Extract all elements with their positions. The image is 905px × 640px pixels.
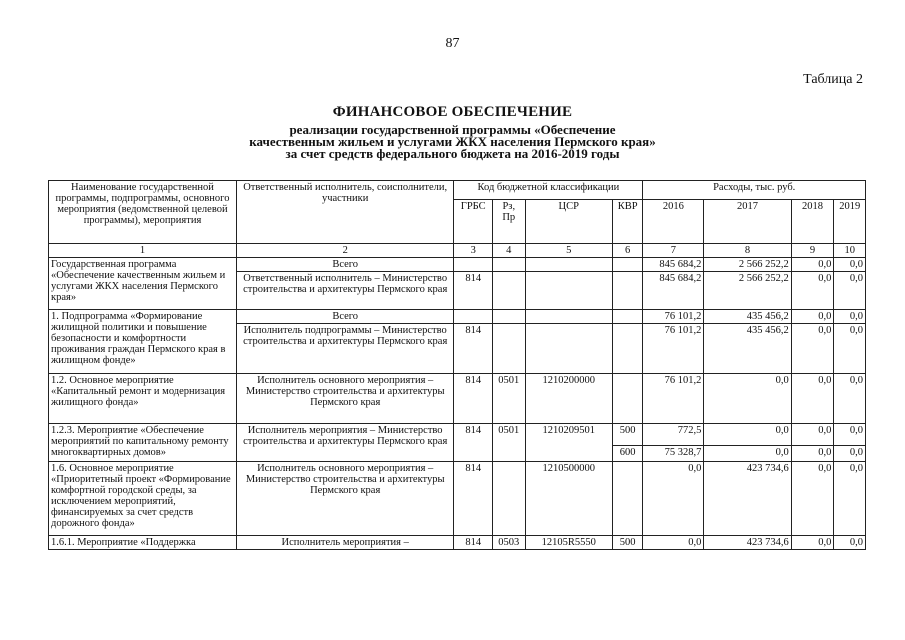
row-2016: 76 101,2 bbox=[643, 374, 704, 424]
row-2016: 76 101,2 bbox=[643, 310, 704, 324]
header-csr: ЦСР bbox=[525, 199, 612, 243]
row-csr: 1210209501 bbox=[525, 424, 612, 462]
row-grbs: 814 bbox=[454, 424, 493, 462]
row-kvr bbox=[612, 272, 642, 310]
table-row bbox=[49, 462, 866, 536]
table-row bbox=[49, 536, 866, 550]
row-rz: 0503 bbox=[493, 536, 526, 550]
header-2017: 2017 bbox=[704, 199, 791, 243]
row-2017: 435 456,2 bbox=[704, 324, 791, 374]
row-2018: 0,0 bbox=[791, 536, 834, 550]
row-2016: 0,0 bbox=[643, 536, 704, 550]
row-kvr: 500 bbox=[612, 424, 642, 446]
row-2019: 0,0 bbox=[834, 374, 866, 424]
row-kvr bbox=[612, 462, 642, 536]
row-2016: 76 101,2 bbox=[643, 324, 704, 374]
row-executor: Исполнитель подпрограммы – Министерство строительства и архитектуры Пермского края bbox=[236, 324, 453, 374]
row-kvr bbox=[612, 374, 642, 424]
column-number: 1 bbox=[49, 244, 237, 258]
row-rz: 0501 bbox=[493, 374, 526, 424]
table-row bbox=[49, 374, 866, 424]
header-2016: 2016 bbox=[643, 199, 704, 243]
header-grbs: ГРБС bbox=[454, 199, 493, 243]
table-row bbox=[49, 310, 866, 324]
subtitle-line: реализации государственной программы «Обеспечение bbox=[289, 122, 616, 137]
row-2018: 0,0 bbox=[791, 258, 834, 272]
row-csr bbox=[525, 324, 612, 374]
row-2019: 0,0 bbox=[834, 446, 866, 462]
row-executor: Ответственный исполнитель – Министерство строительства и архитектуры Пермского края bbox=[236, 272, 453, 310]
row-csr bbox=[525, 258, 612, 272]
row-2018: 0,0 bbox=[791, 272, 834, 310]
row-2019: 0,0 bbox=[834, 324, 866, 374]
column-number: 2 bbox=[236, 244, 453, 258]
row-grbs: 814 bbox=[454, 374, 493, 424]
row-rz bbox=[493, 310, 526, 324]
column-number: 6 bbox=[612, 244, 642, 258]
row-kvr bbox=[612, 258, 642, 272]
header-budget-code: Код бюджетной классификации bbox=[454, 181, 643, 200]
row-2016: 845 684,2 bbox=[643, 258, 704, 272]
row-2018: 0,0 bbox=[791, 446, 834, 462]
row-2017: 0,0 bbox=[704, 424, 791, 446]
row-2019: 0,0 bbox=[834, 536, 866, 550]
row-2017: 423 734,6 bbox=[704, 462, 791, 536]
row-2017: 423 734,6 bbox=[704, 536, 791, 550]
row-2017: 2 566 252,2 bbox=[704, 258, 791, 272]
page-number: 87 bbox=[445, 36, 460, 51]
row-2016: 0,0 bbox=[643, 462, 704, 536]
row-2018: 0,0 bbox=[791, 324, 834, 374]
row-2019: 0,0 bbox=[834, 424, 866, 446]
row-rz bbox=[493, 462, 526, 536]
column-number: 8 bbox=[704, 244, 791, 258]
row-csr: 12105R5550 bbox=[525, 536, 612, 550]
document-title: ФИНАНСОВОЕ ОБЕСПЕЧЕНИЕ bbox=[332, 104, 573, 120]
column-number: 3 bbox=[454, 244, 493, 258]
row-rz bbox=[493, 272, 526, 310]
row-kvr bbox=[612, 324, 642, 374]
header-2018: 2018 bbox=[791, 199, 834, 243]
column-number: 4 bbox=[493, 244, 526, 258]
row-2018: 0,0 bbox=[791, 310, 834, 324]
row-name: 1.2.3. Мероприятие «Обеспечение мероприятий по капитальному ремонту многоквартирных домов» bbox=[49, 424, 237, 462]
row-kvr: 600 bbox=[612, 446, 642, 462]
row-grbs: 814 bbox=[454, 324, 493, 374]
row-2017: 435 456,2 bbox=[704, 310, 791, 324]
column-number: 5 bbox=[525, 244, 612, 258]
column-number: 7 bbox=[643, 244, 704, 258]
row-2016: 772,5 bbox=[643, 424, 704, 446]
row-2018: 0,0 bbox=[791, 424, 834, 446]
column-number: 10 bbox=[834, 244, 866, 258]
row-rz: 0501 bbox=[493, 424, 526, 462]
row-executor: Всего bbox=[236, 258, 453, 272]
column-number: 9 bbox=[791, 244, 834, 258]
row-name: Государственная программа «Обеспечение качественным жильем и услугами ЖКХ населения Пермского края» bbox=[49, 258, 237, 310]
row-csr bbox=[525, 272, 612, 310]
header-kvr: КВР bbox=[612, 199, 642, 243]
subtitle-line: качественным жильем и услугами ЖКХ населения Пермского края» bbox=[249, 134, 656, 149]
row-2016: 845 684,2 bbox=[643, 272, 704, 310]
document-subtitle bbox=[0, 124, 905, 160]
row-grbs: 814 bbox=[454, 462, 493, 536]
header-2019: 2019 bbox=[834, 199, 866, 243]
row-executor: Исполнитель основного мероприятия – Министерство строительства и архитектуры Пермского края bbox=[236, 374, 453, 424]
row-csr: 1210200000 bbox=[525, 374, 612, 424]
row-2019: 0,0 bbox=[834, 310, 866, 324]
row-executor: Всего bbox=[236, 310, 453, 324]
row-2016: 75 328,7 bbox=[643, 446, 704, 462]
row-name: 1.2. Основное мероприятие «Капитальный ремонт и модернизация жилищного фонда» bbox=[49, 374, 237, 424]
row-rz bbox=[493, 324, 526, 374]
row-2017: 0,0 bbox=[704, 374, 791, 424]
table-row bbox=[49, 424, 866, 446]
row-name: 1. Подпрограмма «Формирование жилищной политики и повышение безопасности и комфортности проживания граждан Пермского края в жилищном фонде» bbox=[49, 310, 237, 374]
row-2018: 0,0 bbox=[791, 462, 834, 536]
subtitle-line: за счет средств федерального бюджета на 2016-2019 годы bbox=[285, 146, 620, 161]
row-name: 1.6. Основное мероприятие «Приоритетный проект «Формирование комфортной городской среды, за исключением мероприятий, финансируемых за счет средств дорожного фонда» bbox=[49, 462, 237, 536]
row-2019: 0,0 bbox=[834, 272, 866, 310]
row-grbs bbox=[454, 258, 493, 272]
row-kvr bbox=[612, 310, 642, 324]
row-grbs bbox=[454, 310, 493, 324]
table-label: Таблица 2 bbox=[803, 72, 863, 87]
row-executor: Исполнитель основного мероприятия – Министерство строительства и архитектуры Пермского края bbox=[236, 462, 453, 536]
row-executor: Исполнитель мероприятия – bbox=[236, 536, 453, 550]
row-2019: 0,0 bbox=[834, 258, 866, 272]
row-grbs: 814 bbox=[454, 536, 493, 550]
financing-table bbox=[48, 180, 866, 550]
table-row bbox=[49, 258, 866, 272]
row-2019: 0,0 bbox=[834, 462, 866, 536]
row-2018: 0,0 bbox=[791, 374, 834, 424]
row-csr bbox=[525, 310, 612, 324]
row-2017: 0,0 bbox=[704, 446, 791, 462]
row-csr: 1210500000 bbox=[525, 462, 612, 536]
row-kvr: 500 bbox=[612, 536, 642, 550]
row-executor: Исполнитель мероприятия – Министерство строительства и архитектуры Пермского края bbox=[236, 424, 453, 462]
header-rz-pr: Рз, Пр bbox=[493, 199, 526, 243]
header-executor: Ответственный исполнитель, соисполнители, участники bbox=[236, 181, 453, 244]
row-name: 1.6.1. Мероприятие «Поддержка bbox=[49, 536, 237, 550]
header-name: Наименование государственной программы, подпрограммы, основного мероприятия (ведомственной целевой программы), мероприятия bbox=[49, 181, 237, 244]
row-rz bbox=[493, 258, 526, 272]
row-grbs: 814 bbox=[454, 272, 493, 310]
row-2017: 2 566 252,2 bbox=[704, 272, 791, 310]
header-expenses: Расходы, тыс. руб. bbox=[643, 181, 866, 200]
